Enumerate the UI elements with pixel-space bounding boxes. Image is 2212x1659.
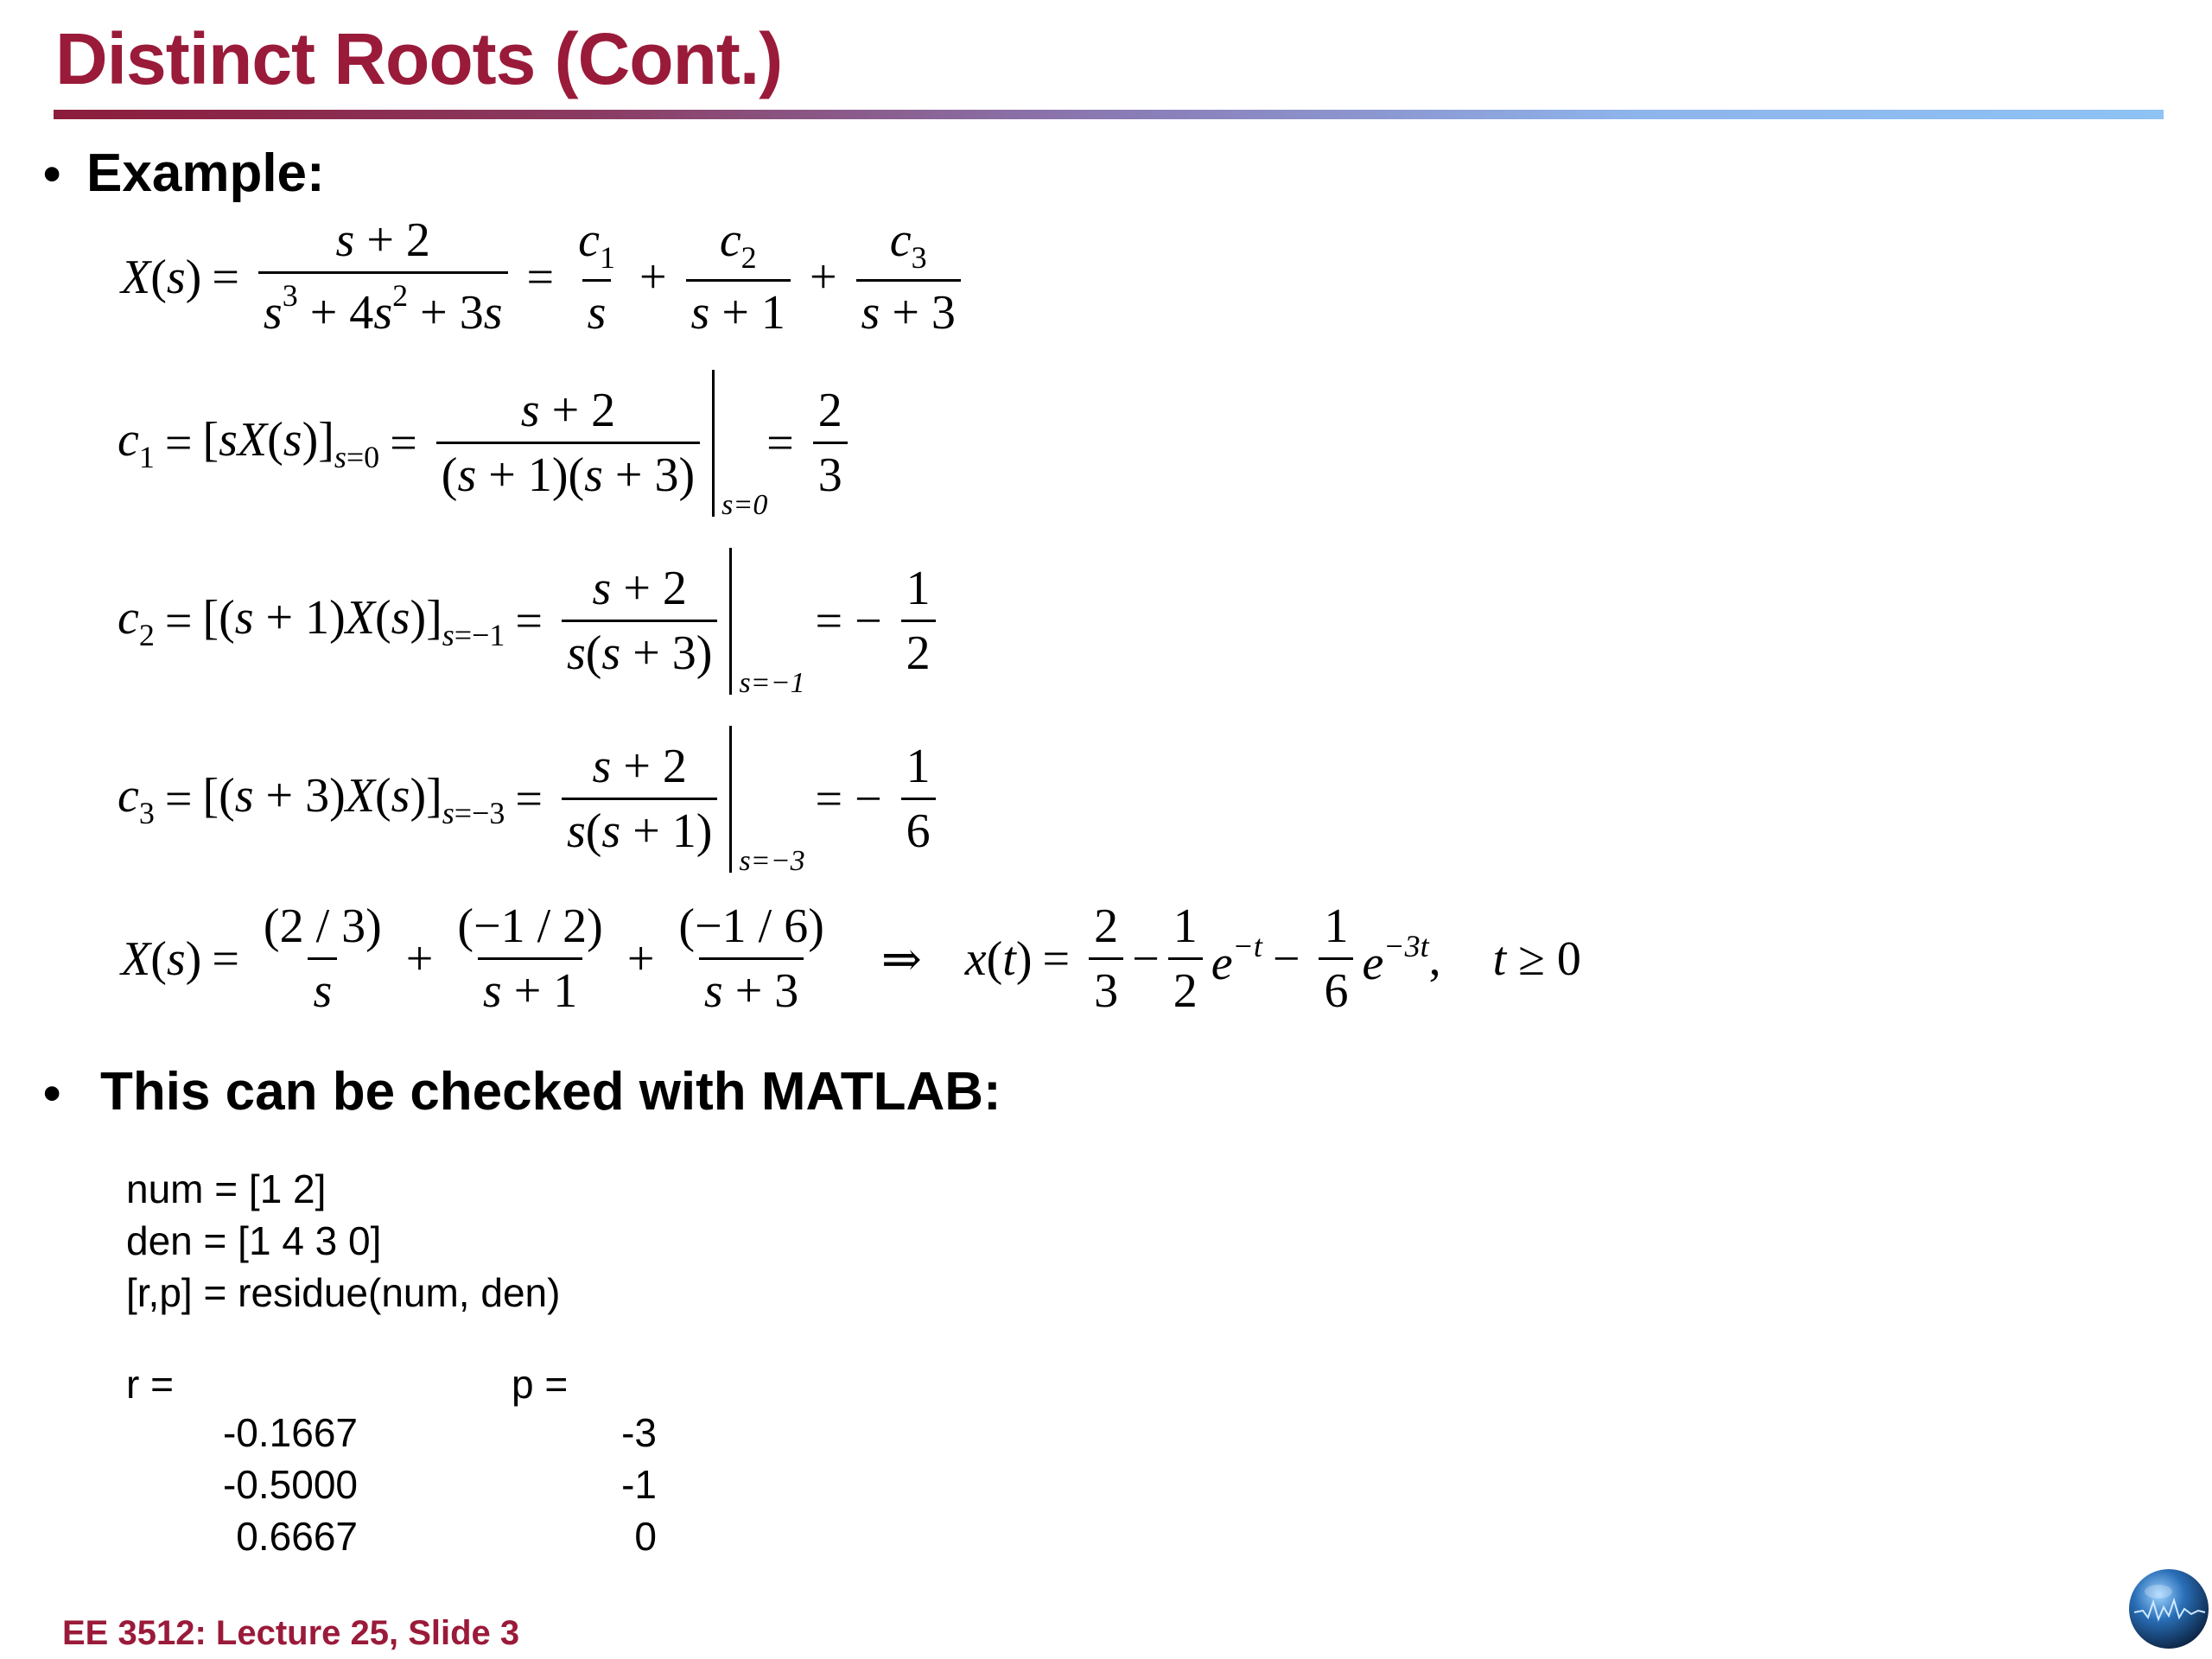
globe-logo-icon — [2127, 1567, 2210, 1650]
equation-c3: $c_3$ = $[(s + 3)X(s)]_{s=-3}$ = $\frac{s + 2}{s(s + 1)}$ s=−3 = − $\frac{1}{6}$ — [118, 726, 944, 873]
equation-xs-decomposition: X(s) = $\frac{s + 2}{s^3 + 4s^2 + 3s}$ = $\frac{c_1}{s}$ + $\frac{c_2}{s + 1}$ + $\frac{c_3}{s + 3}$ — [121, 214, 969, 340]
p-value: -3 — [621, 1410, 657, 1455]
r-values — [209, 1407, 358, 1562]
slide-footer: EE 3512: Lecture 25, Slide 3 — [62, 1614, 520, 1652]
r-value: 0.6667 — [236, 1514, 358, 1559]
p-value: 0 — [634, 1514, 657, 1559]
slide-title: Distinct Roots (Cont.) — [55, 18, 783, 99]
p-output-label: p = — [512, 1362, 569, 1407]
p-values — [588, 1407, 657, 1562]
p-value: -1 — [621, 1462, 657, 1507]
code-line: den = [1 4 3 0] — [126, 1218, 382, 1263]
code-line: [r,p] = residue(num, den) — [126, 1270, 561, 1315]
title-divider — [54, 110, 2164, 119]
bullet-example: Example: — [86, 143, 325, 203]
bullet-marker: • — [43, 1065, 61, 1122]
bullet-matlab-check: This can be checked with MATLAB: — [100, 1062, 1001, 1122]
code-line: num = [1 2] — [126, 1166, 327, 1211]
equation-c2: $c_2$ = $[(s + 1)X(s)]_{s=-1}$ = $\frac{s + 2}{s(s + 3)}$ s=−1 = − $\frac{1}{2}$ — [118, 548, 944, 695]
equation-c1: $c_1$ = $[sX(s)]_{s=0}$ = $\frac{s + 2}{(s + 1)(s + 3)}$ s=0 = $\frac{2}{3}$ — [118, 370, 856, 517]
r-output-label: r = — [126, 1362, 174, 1407]
matlab-code-block — [126, 1163, 560, 1319]
r-value: -0.5000 — [222, 1462, 358, 1507]
r-value: -0.1667 — [222, 1410, 358, 1455]
bullet-marker: • — [43, 146, 61, 202]
equation-inverse-transform: X(s) = $\frac{(2 / 3)}{s}$ + $\frac{(-1 / 2)}{s + 1}$ + $\frac{(-1 / 6)}{s + 3}$ ⇒ x(t) = $\frac{2}{3}$ − $\frac{1}{2}$ $e^{-t}$ − $\frac{1}{6}$ $e^{-3t}$ , t ≥ 0 — [121, 899, 1581, 1018]
